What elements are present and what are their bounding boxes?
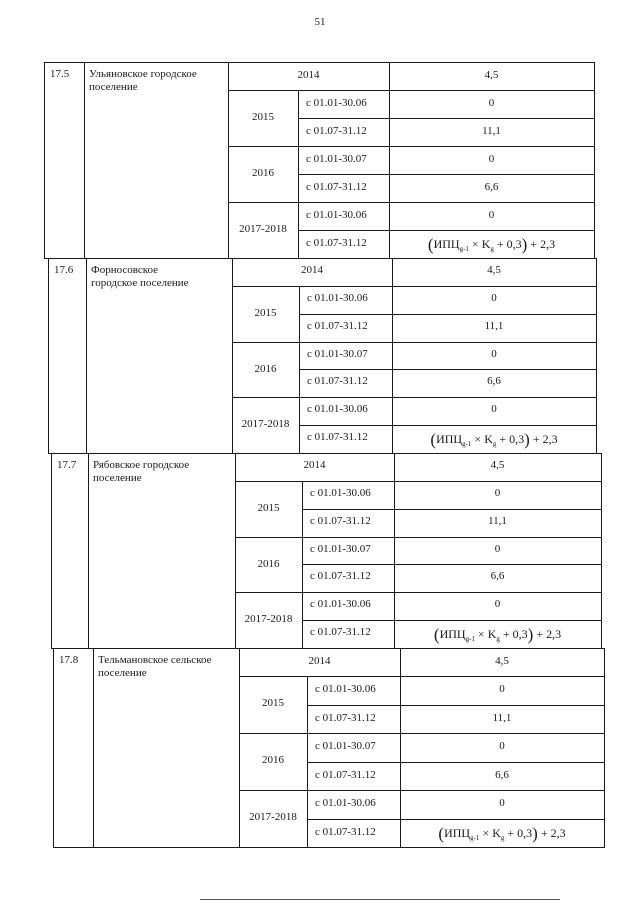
period-value: 6,6 xyxy=(490,570,505,582)
period-range: с 01.07-31.12 xyxy=(310,515,371,527)
formula-paren: ( xyxy=(438,824,445,843)
formula xyxy=(392,430,596,450)
row-border xyxy=(232,286,597,287)
formula-tail: + 2,3 xyxy=(537,826,566,840)
formula-tail: + 2,3 xyxy=(529,432,558,446)
row-border xyxy=(53,648,605,649)
row-border xyxy=(44,62,595,63)
row-border xyxy=(228,90,595,91)
year-2014: 2014 xyxy=(297,69,320,81)
period-range: с 01.07-31.12 xyxy=(315,769,376,781)
column-border xyxy=(594,62,595,258)
column-border xyxy=(86,258,87,453)
period-range: с 01.01-30.07 xyxy=(315,740,376,752)
row-border xyxy=(298,118,595,119)
year-2015: 2015 xyxy=(262,697,284,709)
column-border xyxy=(84,62,85,258)
period-range: с 01.07-31.12 xyxy=(310,570,371,582)
formula-times-k: × K xyxy=(468,237,491,251)
formula xyxy=(389,235,594,255)
row-border xyxy=(232,342,597,343)
formula-k-subscript: g xyxy=(490,245,494,253)
formula-plus: + 0,3 xyxy=(493,237,522,251)
row-number: 17.7 xyxy=(57,459,77,471)
value-2014: 4,5 xyxy=(484,69,499,81)
row-border xyxy=(51,453,602,454)
row-border xyxy=(298,230,595,231)
row-border xyxy=(235,592,602,593)
formula-paren: ( xyxy=(427,235,434,254)
period-value: 0 xyxy=(488,97,495,109)
period-value: 0 xyxy=(499,740,505,752)
period-value: 0 xyxy=(494,598,501,610)
formula-plus: + 0,3 xyxy=(499,627,528,641)
column-border xyxy=(298,90,299,258)
page-number: 51 xyxy=(314,16,326,28)
year-2014: 2014 xyxy=(303,459,326,471)
column-border xyxy=(302,481,303,648)
year-2017-2018: 2017-2018 xyxy=(249,811,297,823)
period-value: 11,1 xyxy=(492,712,512,724)
year-2016: 2016 xyxy=(257,558,280,570)
period-range: с 01.01-30.06 xyxy=(307,403,368,415)
column-border xyxy=(93,648,94,847)
year-2016: 2016 xyxy=(262,754,284,766)
formula-ipc-subscript: g-1 xyxy=(465,635,475,643)
formula-paren: ) xyxy=(527,625,534,644)
column-border xyxy=(601,453,602,648)
row-border xyxy=(307,762,605,763)
column-border xyxy=(307,676,308,847)
formula-tail: + 2,3 xyxy=(527,237,556,251)
period-value: 6,6 xyxy=(484,181,499,193)
row-border xyxy=(302,620,602,621)
period-value: 11,1 xyxy=(488,515,507,527)
period-range: с 01.07-31.12 xyxy=(307,375,368,387)
row-border xyxy=(299,425,597,426)
settlement-name: Рябовское городское xyxy=(93,459,190,471)
formula-ipc: ИПЦ xyxy=(444,826,471,840)
year-2015: 2015 xyxy=(257,502,280,514)
year-2017-2018: 2017-2018 xyxy=(239,223,287,235)
row-border xyxy=(239,676,605,677)
column-border xyxy=(299,286,300,453)
column-border xyxy=(44,62,45,258)
row-border xyxy=(48,258,597,259)
period-value: 0 xyxy=(488,153,495,165)
row-border xyxy=(298,174,595,175)
formula-plus: + 0,3 xyxy=(504,826,533,840)
column-border xyxy=(48,258,49,453)
formula-ipc: ИПЦ xyxy=(433,237,460,251)
year-2014: 2014 xyxy=(301,264,323,276)
value-2014: 4,5 xyxy=(490,459,505,471)
period-range: с 01.07-31.12 xyxy=(315,712,376,724)
period-range: с 01.01-30.06 xyxy=(315,797,376,809)
year-2016: 2016 xyxy=(252,167,274,179)
value-2014: 4,5 xyxy=(495,655,509,667)
year-2015: 2015 xyxy=(252,111,274,123)
year-2017-2018: 2017-2018 xyxy=(241,418,290,430)
period-value: 0 xyxy=(499,797,505,809)
period-range: с 01.01-30.06 xyxy=(315,683,376,695)
period-value: 0 xyxy=(494,543,501,555)
settlement-name: поселение xyxy=(89,81,138,93)
formula-paren: ) xyxy=(521,235,528,254)
row-border xyxy=(299,369,597,370)
formula-paren: ( xyxy=(430,430,437,449)
row-border xyxy=(302,509,602,510)
formula-times-k: × K xyxy=(479,826,501,840)
period-range: с 01.01-30.06 xyxy=(310,598,371,610)
formula-k-subscript: g xyxy=(496,635,500,643)
formula-ipc: ИПЦ xyxy=(439,627,466,641)
settlement-name: Ульяновское городское xyxy=(89,68,197,80)
period-range: с 01.01-30.07 xyxy=(310,543,371,555)
row-border xyxy=(235,481,602,482)
year-2014: 2014 xyxy=(308,655,331,667)
period-value: 0 xyxy=(491,403,497,415)
period-value: 11,1 xyxy=(482,125,501,137)
period-range: с 01.07-31.12 xyxy=(315,826,376,838)
formula-k-subscript: g xyxy=(500,834,505,842)
settlement-name: Форносовское xyxy=(91,264,159,276)
column-border xyxy=(604,648,605,847)
settlement-name: поселение xyxy=(98,667,147,679)
row-border xyxy=(53,847,605,848)
settlement-name: поселение xyxy=(93,472,142,484)
period-range: с 01.07-31.12 xyxy=(307,431,368,443)
formula-paren: ) xyxy=(532,824,538,843)
formula-plus: + 0,3 xyxy=(496,432,525,446)
row-number: 17.5 xyxy=(50,68,70,80)
period-range: с 01.01-30.06 xyxy=(306,97,367,109)
formula-ipc-subscript: g-1 xyxy=(470,834,480,842)
settlement-name: городское поселение xyxy=(91,277,189,289)
year-2016: 2016 xyxy=(254,363,277,375)
row-border xyxy=(239,733,605,734)
row-border xyxy=(235,537,602,538)
period-range: с 01.01-30.06 xyxy=(307,292,368,304)
formula-paren: ( xyxy=(433,625,440,644)
row-border xyxy=(302,564,602,565)
row-border xyxy=(232,397,597,398)
settlement-name: Тельмановское сельское xyxy=(98,654,212,666)
period-value: 0 xyxy=(491,348,497,360)
period-value: 0 xyxy=(491,292,497,304)
row-border xyxy=(239,790,605,791)
formula-paren: ) xyxy=(524,430,530,449)
row-border xyxy=(307,705,605,706)
formula-ipc: ИПЦ xyxy=(436,432,463,446)
period-range: с 01.07-31.12 xyxy=(306,237,367,249)
row-border xyxy=(299,314,597,315)
period-range: с 01.01-30.07 xyxy=(306,153,367,165)
row-border xyxy=(228,202,595,203)
column-border xyxy=(596,258,597,453)
year-2017-2018: 2017-2018 xyxy=(244,613,293,625)
formula-ipc-subscript: g-1 xyxy=(459,245,469,253)
column-border xyxy=(88,453,89,648)
period-value: 0 xyxy=(499,683,505,695)
formula-times-k: × K xyxy=(471,432,493,446)
row-number: 17.8 xyxy=(59,654,79,666)
formula-ipc-subscript: g-1 xyxy=(462,440,472,448)
period-range: с 01.01-30.06 xyxy=(306,209,367,221)
period-value: 6,6 xyxy=(495,769,509,781)
period-range: с 01.07-31.12 xyxy=(310,626,371,638)
period-value: 0 xyxy=(488,209,495,221)
column-border xyxy=(51,453,52,648)
row-border xyxy=(307,819,605,820)
footer-line xyxy=(200,899,560,900)
row-border xyxy=(228,146,595,147)
formula xyxy=(394,625,601,645)
formula-k-subscript: g xyxy=(492,440,497,448)
period-value: 11,1 xyxy=(484,320,504,332)
row-number: 17.6 xyxy=(54,264,74,276)
period-range: с 01.07-31.12 xyxy=(306,125,367,137)
period-value: 6,6 xyxy=(487,375,501,387)
formula-tail: + 2,3 xyxy=(533,627,562,641)
value-2014: 4,5 xyxy=(487,264,501,276)
formula-times-k: × K xyxy=(474,627,497,641)
period-range: с 01.01-30.07 xyxy=(307,348,368,360)
year-2015: 2015 xyxy=(254,307,277,319)
column-border xyxy=(53,648,54,847)
period-range: с 01.07-31.12 xyxy=(307,320,368,332)
period-value: 0 xyxy=(494,487,501,499)
period-range: с 01.01-30.06 xyxy=(310,487,371,499)
formula xyxy=(400,824,604,844)
period-range: с 01.07-31.12 xyxy=(306,181,367,193)
